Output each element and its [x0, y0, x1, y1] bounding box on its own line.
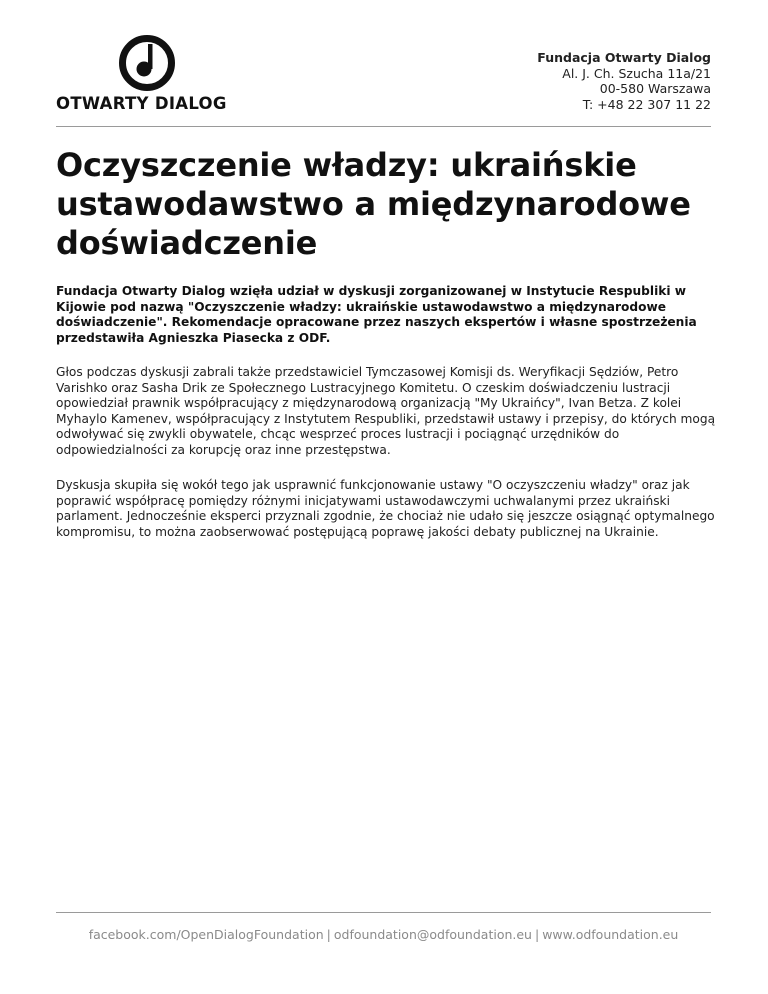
- footer-separator: |: [534, 927, 540, 942]
- article-paragraph-1: Głos podczas dyskusji zabrali także przedstawiciel Tymczasowej Komisji ds. Weryfikacji Sędziów, Petro Varishko oraz Sasha Drik ze Społecznego Lustracyjnego Komitetu. O czeskim doświadczeniu lustracji opowiedział prawnik współpracujący z międzynarodową organizacją "My Ukraińcy", Ivan Betza. Z kolei Myhaylo Kamenev, współpracujący z Instytutem Respubliki, przedstawił ustawy i przepisy, do których mogą odwoływać się zwykli obywatele, chcąc wesprzeć proces lustracji i pociągnąć urzędników do odpowiedzialności za korupcję oraz inne przestępstwa.: [56, 365, 716, 457]
- footer-website-link[interactable]: www.odfoundation.eu: [542, 927, 679, 942]
- article-lead: Fundacja Otwarty Dialog wzięła udział w dyskusji zorganizowanej w Instytucie Respubliki w Kijowie pod nazwą "Oczyszczenie władzy: ukraińskie ustawodawstwo a międzynarodowe doświadczenie". Rekomendacje opracowane przez naszych ekspertów i własne spostrzeżenia przedstawiła Agnieszka Piasecka z ODF.: [56, 284, 697, 345]
- logo-mark-icon: [118, 34, 176, 92]
- footer-divider: [56, 912, 711, 913]
- contact-address-line2: 00-580 Warszawa: [599, 81, 711, 96]
- contact-phone: T: +48 22 307 11 22: [582, 96, 711, 112]
- footer-separator: |: [326, 927, 331, 942]
- footer: [56, 927, 711, 942]
- contact-address-line1: Al. J. Ch. Szucha 11a/21: [562, 65, 711, 81]
- article-title: Oczyszczenie władzy: ukraińskie ustawodawstwo a międzynarodowe doświadczenie: [56, 146, 691, 262]
- contact-block: [537, 50, 711, 112]
- article-paragraph-2: Dyskusja skupiła się wokół tego jak usprawnić funkcjonowanie ustawy "O oczyszczeniu władzy" oraz jak poprawić współpracę pomiędzy różnymi inicjatywami ustawodawczymi uchwalanymi przez ukraiński parlament. Jednocześnie eksperci przyznali zgodnie, że chociaż nie udało się jeszcze osiągnąć optymalnego kompromisu, to można zaobserwować postępującą poprawę jakości debaty publicznej na Ukrainie.: [56, 478, 715, 539]
- footer-facebook-link[interactable]: facebook.com/OpenDialogFoundation: [88, 927, 324, 942]
- logo-text: OTWARTY DIALOG: [56, 94, 227, 113]
- header-divider: [56, 126, 711, 127]
- footer-email-link[interactable]: odfoundation@odfoundation.eu: [333, 927, 532, 942]
- contact-org: Fundacja Otwarty Dialog: [537, 50, 711, 65]
